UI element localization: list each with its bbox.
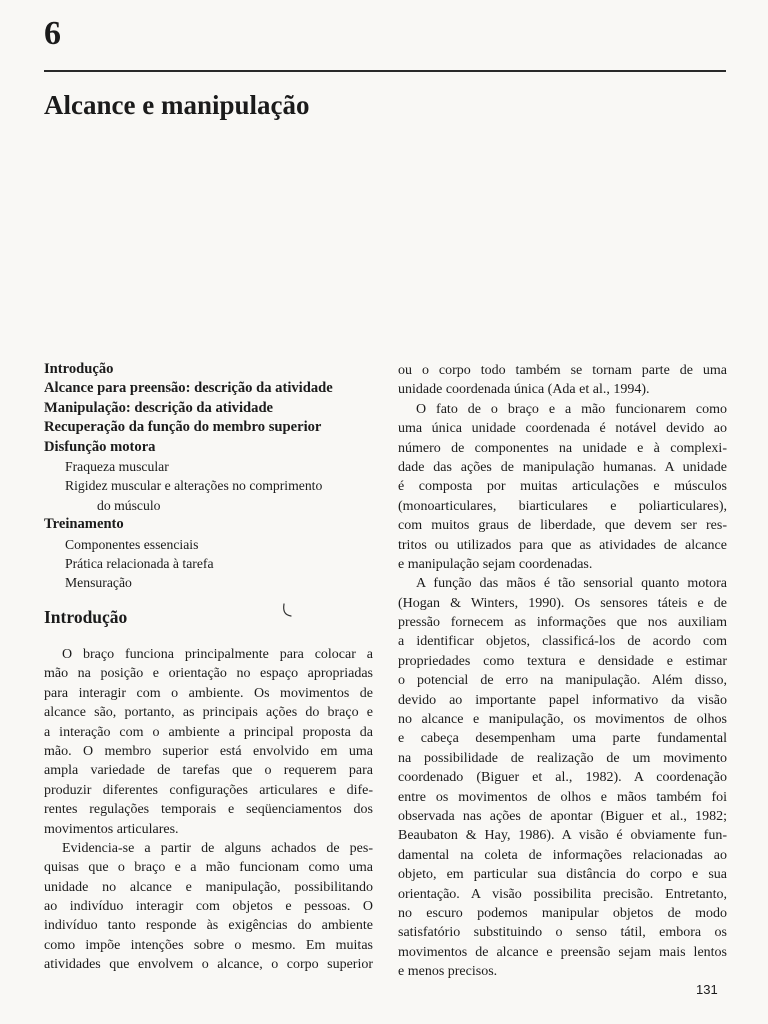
text-line: com muitos graus de liberdade, que devem ser res- bbox=[398, 518, 727, 534]
text-line: a identificar objetos, classificá-los de acordo com bbox=[398, 634, 727, 650]
text-line: rentes regulações temporais e seqüenciamentos dos bbox=[44, 802, 373, 818]
text-line: Beaubaton & Hay, 1986). A visão é obviamente fun- bbox=[398, 828, 727, 844]
toc-entry: Fraqueza muscular bbox=[65, 459, 169, 475]
body-text-left-column bbox=[44, 645, 373, 975]
toc-entry: do músculo bbox=[97, 497, 161, 513]
text-line: e manipulação sejam coordenadas. bbox=[398, 556, 593, 572]
text-line: alcance são, portanto, as principais ações do braço e bbox=[44, 705, 373, 721]
text-line: (Hogan & Winters, 1990). Os sensores táteis e de bbox=[398, 595, 727, 611]
toc-entry: Rigidez muscular e alterações no comprimento bbox=[65, 478, 323, 494]
text-line: pressão fornecem as informações que nos auxiliam bbox=[398, 615, 727, 631]
text-line: O braço funciona principalmente para colocar a bbox=[62, 647, 373, 662]
text-line: devido ao importante papel informativo da visão bbox=[398, 692, 727, 708]
text-line: no alcance e manipulação, os movimentos de olhos bbox=[398, 712, 727, 728]
text-line: satisfatório substituindo o senso tátil, embora os bbox=[398, 925, 727, 941]
text-line: orientação. A visão possibilita precisão. Entretanto, bbox=[398, 886, 727, 902]
text-line: propriedades como textura e densidade e estimar bbox=[398, 653, 727, 669]
body-text-right-column bbox=[398, 361, 727, 982]
pen-mark bbox=[282, 603, 294, 619]
toc-entry: Recuperação da função do membro superior bbox=[44, 419, 322, 436]
toc-entry: Alcance para preensão: descrição da atividade bbox=[44, 380, 333, 397]
text-line: atividades que envolvem o alcance, o corpo superior bbox=[44, 957, 373, 973]
text-line: na possibilidade de realização de um movimento bbox=[398, 750, 727, 766]
page-number: 131 bbox=[696, 982, 718, 997]
text-line: número de componentes na unidade e à complexi- bbox=[398, 440, 727, 456]
text-line: e menos precisos. bbox=[398, 964, 498, 980]
toc-entry: Manipulação: descrição da atividade bbox=[44, 399, 274, 416]
toc-entry: Disfunção motora bbox=[44, 438, 156, 455]
toc-entry: Componentes essenciais bbox=[65, 536, 199, 552]
text-line: uma única unidade coordenada é notável devido ao bbox=[398, 421, 727, 437]
text-line: movimentos de alcance e preensão sejam mais lentos bbox=[398, 944, 727, 960]
text-line: coordenado (Biguer et al., 1982). A coordenação bbox=[398, 770, 727, 786]
text-line: a interação com o ambiente a principal proposta da bbox=[44, 724, 373, 740]
toc-entry: Mensuração bbox=[65, 575, 132, 591]
text-line: unidade no alcance e manipulação, possibilitando bbox=[44, 879, 373, 895]
text-line: Evidencia-se a partir de alguns achados de pes- bbox=[62, 840, 373, 856]
text-line: (monoarticulares, biarticulares e poliarticulares), bbox=[398, 498, 727, 514]
text-line: e cabeça desempenham uma parte fundamental bbox=[398, 731, 727, 747]
text-line: observada nas ações de apontar (Biguer et al., 1982; bbox=[398, 808, 727, 824]
text-line: no escuro podemos manipular objetos de modo bbox=[398, 905, 727, 921]
text-line: mão na posição e orientação no espaço apropriadas bbox=[44, 666, 373, 682]
text-line: objeto, em particular sua distância do corpo e sua bbox=[398, 867, 727, 883]
text-line: unidade coordenada única (Ada et al., 1994). bbox=[398, 382, 650, 398]
text-line: é composta por muitas articulações e músculos bbox=[398, 479, 727, 495]
text-line: O fato de o braço e a mão funcionarem como bbox=[416, 401, 727, 417]
text-line: entre os movimentos de olhos e mãos também foi bbox=[398, 789, 727, 805]
text-line: quisas que o braço e a mão funcionam como uma bbox=[44, 860, 373, 876]
toc-entry: Prática relacionada à tarefa bbox=[65, 556, 214, 572]
text-line: produzir diferentes configurações articulares e dife- bbox=[44, 782, 373, 798]
text-line: o potencial de erro na manipulação. Além disso, bbox=[398, 673, 727, 689]
chapter-contents bbox=[44, 360, 374, 593]
text-line: damental na coleta de informações relacionadas ao bbox=[398, 847, 727, 863]
text-line: A função das mãos é tão sensorial quanto motora bbox=[416, 576, 727, 592]
text-line: dade das ações de manipulação humanas. A unidade bbox=[398, 459, 727, 475]
text-line: ampla variedade de tarefas que o requerem para bbox=[44, 763, 373, 779]
section-heading: Introdução bbox=[44, 607, 128, 627]
text-line: ao indivíduo interagir com objetos e pessoas. O bbox=[44, 899, 373, 915]
text-line: tritos ou utilizados para que as atividades de alcance bbox=[398, 537, 727, 553]
text-line: movimentos articulares. bbox=[44, 821, 179, 837]
chapter-rule bbox=[44, 70, 726, 72]
toc-entry: Treinamento bbox=[44, 516, 124, 533]
chapter-title: Alcance e manipulação bbox=[44, 90, 310, 120]
text-line: para interagir com o ambiente. Os movimentos de bbox=[44, 685, 373, 701]
chapter-number: 6 bbox=[44, 15, 61, 52]
toc-entry: Introdução bbox=[44, 361, 114, 377]
text-line: indivíduo tanto responde às exigências do ambiente bbox=[44, 918, 373, 934]
text-line: como impõe intenções sobre o mesmo. Em muitas bbox=[44, 937, 373, 953]
text-line: ou o corpo todo também se tornam parte de uma bbox=[398, 363, 727, 378]
text-line: mão. O membro superior está envolvido em uma bbox=[44, 743, 373, 759]
